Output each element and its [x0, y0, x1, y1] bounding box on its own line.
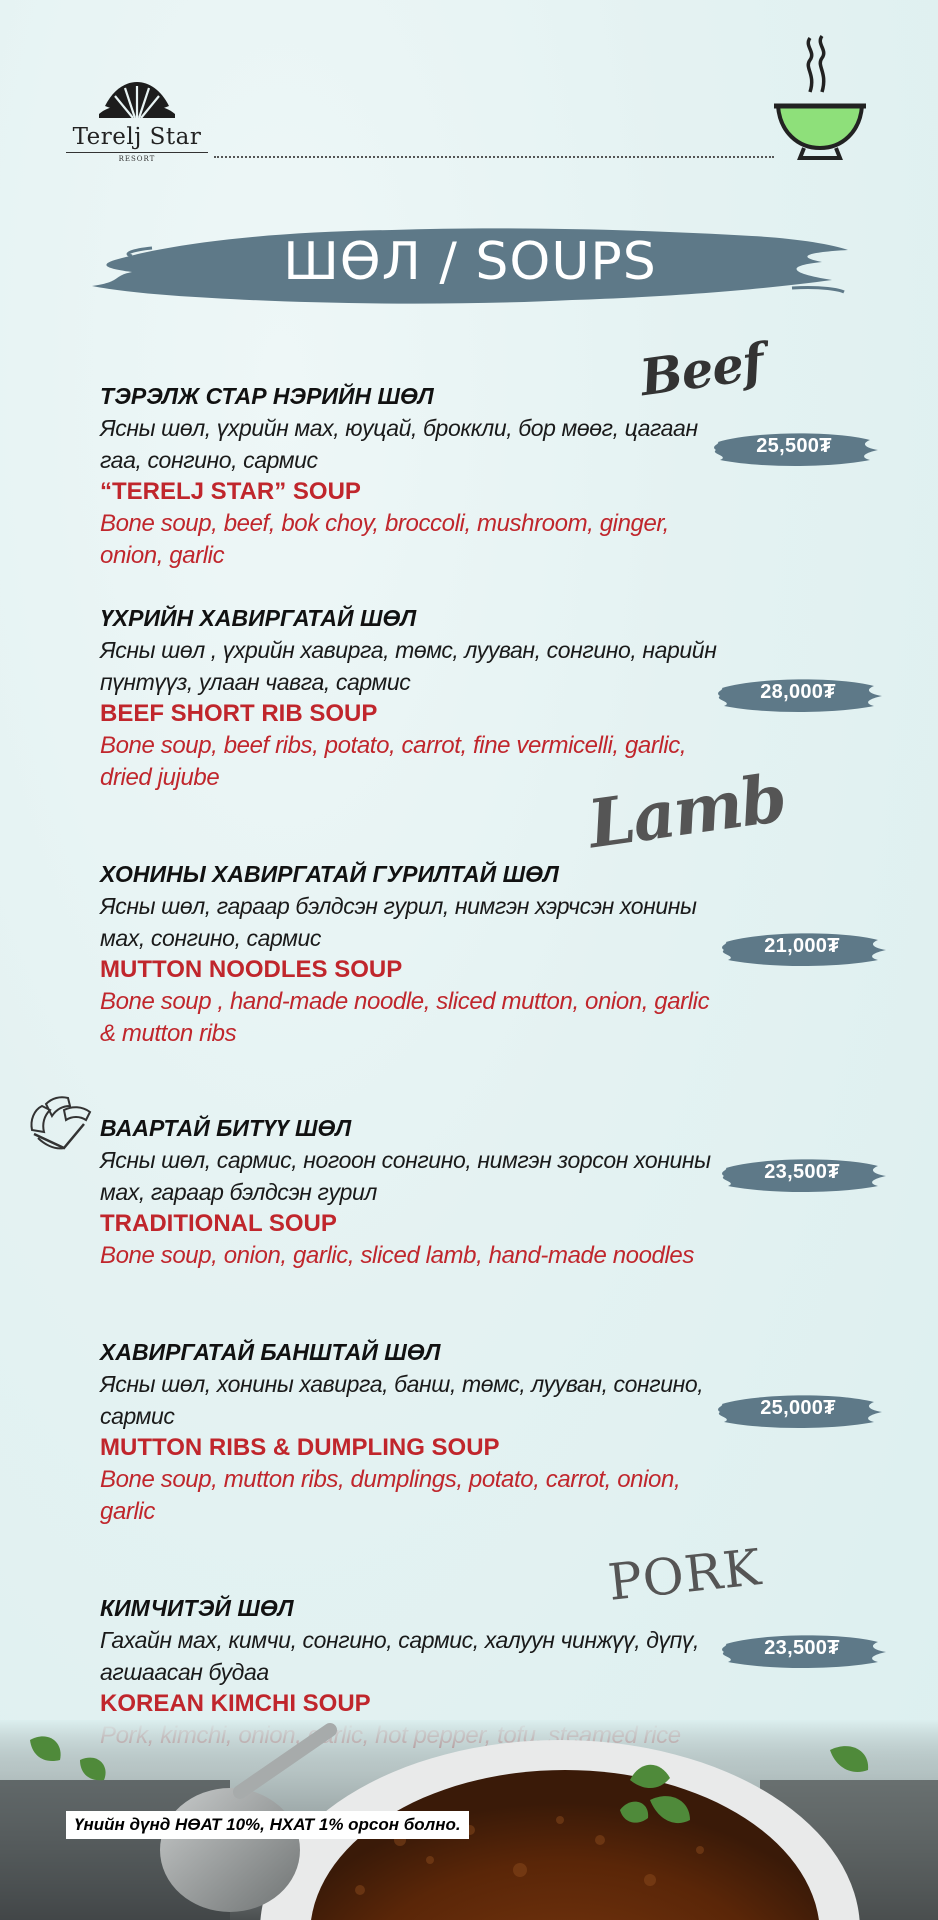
menu-item-terelj-star-soup: [100, 380, 720, 572]
item-mn-title: ТЭРЭЛЖ СТАР НЭРИЙН ШӨЛ: [100, 383, 434, 409]
title-banner: [92, 218, 848, 314]
price-tag: [710, 426, 878, 470]
item-mn-description: Ясны шөл , үхрийн хавирга, төмс, лууван, сонгино, нарийн пүнтүүз, улаан чавга, сармис: [100, 637, 717, 695]
price-tag: [718, 1628, 886, 1672]
price-tag: [718, 1152, 886, 1196]
menu-item-mutton-noodles-soup: [100, 858, 720, 1050]
tax-note: Үнийн дүнд НӨАТ 10%, НХАТ 1% орсон болно.: [66, 1811, 469, 1839]
category-beef-label: Beef: [636, 331, 767, 408]
header-dotted-line: [214, 156, 774, 158]
lotus-logo-icon: [95, 78, 179, 122]
price-value: 23,500₮: [764, 1637, 840, 1659]
item-mn-description: Гахайн мах, кимчи, сонгино, сармис, халуун чинжүү, дүпү, агшаасан будаа: [100, 1627, 699, 1685]
menu-item-beef-short-rib-soup: [100, 602, 720, 794]
item-en-title: BEEF SHORT RIB SOUP: [100, 700, 378, 727]
menu-item-traditional-soup: [100, 1112, 720, 1272]
lamb-ribs-icon: [24, 1090, 96, 1156]
item-en-description: Bone soup, beef, bok choy, broccoli, mushroom, ginger, onion, garlic: [100, 510, 669, 569]
item-mn-description: Ясны шөл, үхрийн мах, юуцай, броккли, бор мөөг, цагаан гаа, сонгино, сармис: [100, 415, 698, 473]
soup-bowl-icon: [770, 34, 870, 162]
item-en-description: Bone soup, beef ribs, potato, carrot, fine vermicelli, garlic, dried jujube: [100, 732, 687, 791]
item-en-description: Bone soup , hand-made noodle, sliced mutton, onion, garlic & mutton ribs: [100, 988, 710, 1047]
item-en-title: MUTTON RIBS & DUMPLING SOUP: [100, 1434, 500, 1461]
logo-sub: RESORT: [118, 155, 156, 163]
price-tag: [714, 672, 882, 716]
price-value: 25,500₮: [756, 435, 832, 457]
item-en-description: Bone soup, onion, garlic, sliced lamb, hand-made noodles: [100, 1242, 694, 1269]
item-mn-description: Ясны шөл, хонины хавирга, банш, төмс, лууван, сонгино, сармис: [100, 1371, 704, 1429]
item-mn-description: Ясны шөл, сармис, ногоон сонгино, нимгэн зорсон хонины мах, гараар бэлдсэн гурил: [100, 1147, 711, 1205]
item-mn-title: ХОНИНЫ ХАВИРГАТАЙ ГУРИЛТАЙ ШӨЛ: [100, 861, 559, 887]
item-mn-title: ХАВИРГАТАЙ БАНШТАЙ ШӨЛ: [100, 1339, 441, 1365]
item-mn-title: ВААРТАЙ БИТҮҮ ШӨЛ: [100, 1115, 352, 1141]
resort-logo: [62, 78, 212, 170]
category-lamb-label: Lamb: [583, 758, 790, 864]
item-mn-title: ҮХРИЙН ХАВИРГАТАЙ ШӨЛ: [100, 605, 417, 631]
item-en-title: “TERELJ STAR” SOUP: [100, 478, 361, 505]
item-en-title: TRADITIONAL SOUP: [100, 1210, 337, 1237]
item-en-title: KOREAN KIMCHI SOUP: [100, 1690, 371, 1717]
price-tag: [718, 926, 886, 970]
price-tag: [714, 1388, 882, 1432]
item-en-description: Bone soup, mutton ribs, dumplings, potato, carrot, onion, garlic: [100, 1466, 681, 1525]
price-value: 25,000₮: [760, 1397, 836, 1419]
category-pork-label: PORK: [605, 1538, 765, 1612]
page-title: ШӨЛ / SOUPS: [283, 232, 657, 292]
logo-rule: [66, 152, 208, 153]
price-value: 23,500₮: [764, 1161, 840, 1183]
item-en-title: MUTTON NOODLES SOUP: [100, 956, 403, 983]
price-value: 21,000₮: [764, 935, 840, 957]
item-mn-title: КИМЧИТЭЙ ШӨЛ: [100, 1595, 294, 1621]
menu-item-mutton-ribs-dumpling-soup: [100, 1336, 720, 1528]
item-mn-description: Ясны шөл, гараар бэлдсэн гурил, нимгэн хэрчсэн хонины мах, сонгино, сармис: [100, 893, 697, 951]
price-value: 28,000₮: [760, 681, 836, 703]
logo-name: Terelj Star: [72, 124, 202, 150]
